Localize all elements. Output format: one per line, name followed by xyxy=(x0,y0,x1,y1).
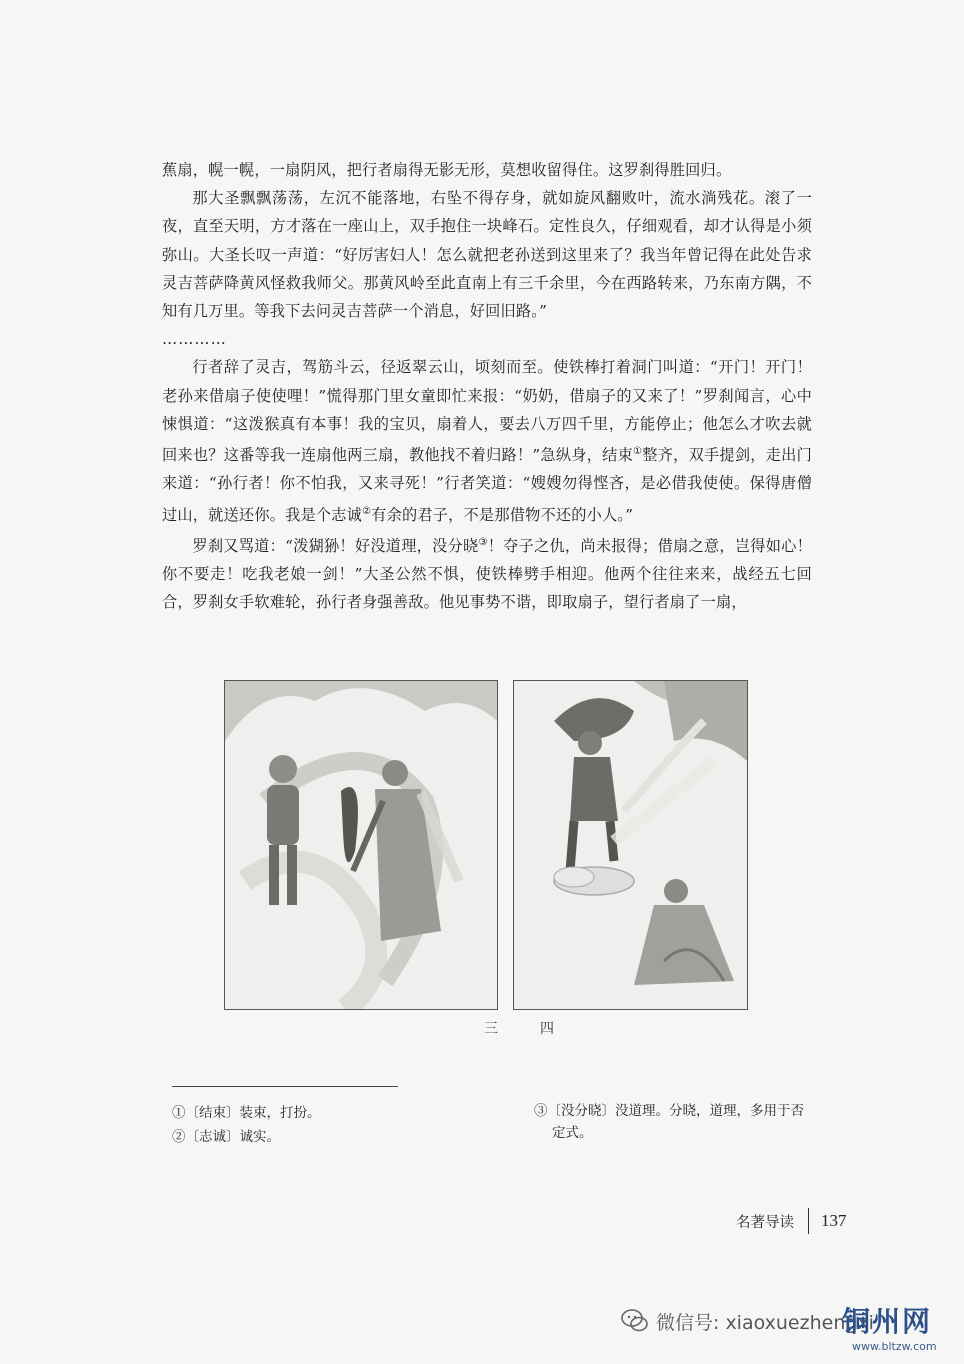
footnote-mark-2: ② xyxy=(362,505,372,517)
page-footer xyxy=(736,1206,847,1236)
paragraph-4-part-b: ！夺子之仇，尚未报得；借扇之意，岂得如心！你不要走！吃我老娘一剑！”大圣公然不惧，使铁棒劈手相迎。他两个往往来来，战经五七回合，罗刹女手软难轮，孙行者身强善敌。他见事势不谐，即取扇子，望行者扇了一扇， xyxy=(162,536,812,612)
illustration-area xyxy=(224,680,747,1010)
footnote-mark-3: ③ xyxy=(478,536,488,548)
paragraph-2: 那大圣飘飘荡荡，左沉不能落地，右坠不得存身，就如旋风翻败叶，流水淌残花。滚了一夜，直至天明，方才落在一座山上，双手抱住一块峰石。定性良久，仔细观看，却才认得是小须弥山。大圣长叹一声道：“好厉害妇人！怎么就把老孙送到这里来了？我当年曾记得在此处告求灵吉菩萨降黄风怪救我师父。那黄风岭至此直南上有三千余里，今在西路转来，乃东南方隅，不知有几万里。等我下去问灵吉菩萨一个消息，好回旧路。” xyxy=(162,189,812,321)
footer-divider xyxy=(808,1208,809,1234)
wechat-watermark xyxy=(620,1306,874,1336)
wechat-id-text: 微信号: xiaoxuezhengxi xyxy=(656,1311,874,1334)
ellipsis-break: ………… xyxy=(162,330,227,349)
illustration-panel-four xyxy=(513,680,748,1010)
footnote-divider xyxy=(172,1086,398,1087)
paragraph-3-part-a: 行者辞了灵吉，驾筋斗云，径返翠云山，顷刻而至。使铁棒打着洞门叫道：“开门！开门！老孙来借扇子使使哩！”慌得那门里女童即忙来报：“奶奶，借扇子的又来了！”罗刹闻言，心中悚惧道：“这泼猴真有本事！我的宝贝，扇着人，要去八万四千里，方能停止；他怎么才吹去就回来也？这番等我一连扇他两三扇，教他找不着归路！”急纵身，结束 xyxy=(162,358,812,465)
site-url: www.bltzw.com xyxy=(852,1340,937,1353)
illustration-caption-right: 四 xyxy=(540,1021,554,1037)
footnote-2: ②〔志诚〕诚实。 xyxy=(172,1129,280,1145)
paragraph-3 xyxy=(162,353,812,528)
paragraph-4-part-a: 罗刹又骂道：“泼猢狲！好没道理，没分晓 xyxy=(192,536,479,555)
paragraph-1: 蕉扇，幌一幌，一扇阴风，把行者扇得无影无形，莫想收留得住。这罗刹得胜回归。 xyxy=(162,161,732,179)
running-title: 名著导读 xyxy=(736,1214,794,1231)
illustration-panel-three xyxy=(224,680,498,1010)
main-text xyxy=(162,156,812,616)
paragraph-3-part-b: 整齐，双手提剑，走出门来道：“孙行者！你不怕我，又来寻死！”行者笑道：“嫂嫂勿得悭吝，是必借我使使。保得唐僧过山，就送还你。我是个志诚 xyxy=(162,446,812,524)
footnote-3-line-1: ③〔没分晓〕没道理。分晓，道理，多用于否 xyxy=(534,1103,804,1119)
flying-monkey-illustration xyxy=(514,681,747,1009)
illustration-caption-left: 三 xyxy=(484,1021,498,1037)
fan-battle-illustration xyxy=(225,681,497,1009)
footnote-mark-1: ① xyxy=(633,446,643,458)
footnote-3-line-2: 定式。 xyxy=(552,1125,593,1141)
page-number: 137 xyxy=(821,1211,847,1230)
site-logo-text: 铜州网 xyxy=(842,1305,933,1338)
footnote-1: ①〔结束〕装束，打扮。 xyxy=(172,1105,321,1121)
footnote-3 xyxy=(534,1100,864,1144)
paragraph-4 xyxy=(162,529,812,617)
wechat-icon xyxy=(620,1306,650,1336)
paragraph-3-part-c: 有余的君子，不是那借物不还的小人。” xyxy=(371,505,634,524)
